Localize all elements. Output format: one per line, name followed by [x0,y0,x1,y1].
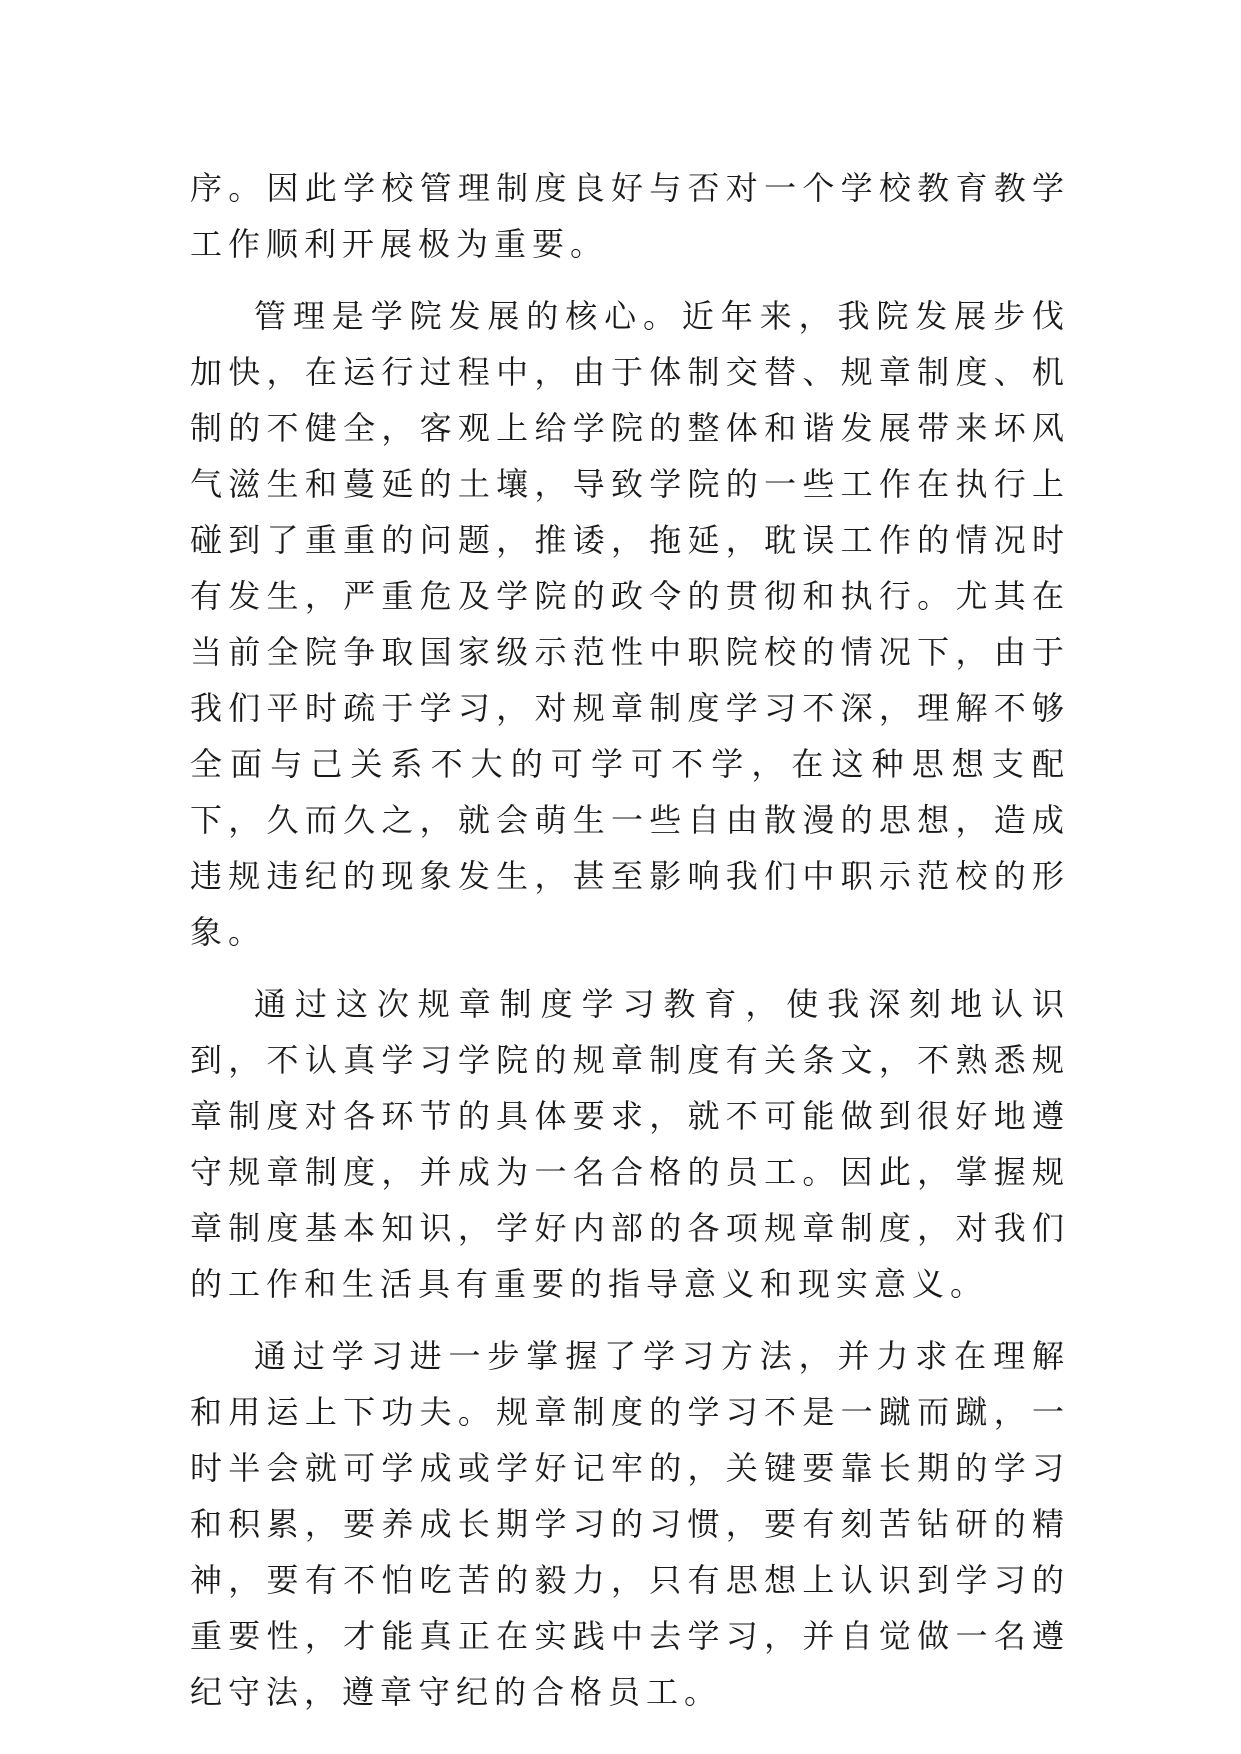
paragraph-rules-education: 通过这次规章制度学习教育，使我深刻地认识到，不认真学习学院的规章制度有关条文，不熟悉规章制度对各环节的具体要求，就不可能做到很好地遵守规章制度，并成为一名合格的员工。因此，掌握规章制度基本知识，学好内部的各项规章制度，对我们的工作和生活具有重要的指导意义和现实意义。 [190,985,1070,1303]
paragraph-management-core: 管理是学院发展的核心。近年来，我院发展步伐加快，在运行过程中，由于体制交替、规章制度、机制的不健全，客观上给学院的整体和谐发展带来坏风气滋生和蔓延的土壤，导致学院的一些工作在执行上碰到了重重的问题，推诿，拖延，耽误工作的情况时有发生，严重危及学院的政令的贯彻和执行。尤其在当前全院争取国家级示范性中职院校的情况下，由于我们平时疏于学习，对规章制度学习不深，理解不够全面与己关系不大的可学可不学，在这种思想支配下，久而久之，就会萌生一些自由散漫的思想，造成违规违纪的现象发生，甚至影响我们中职示范校的形象。 [190,297,1070,951]
paragraph-study-method: 通过学习进一步掌握了学习方法，并力求在理解和用运上下功夫。规章制度的学习不是一蹴而蹴，一时半会就可学成或学好记牢的，关键要靠长期的学习和积累，要养成长期学习的习惯，要有刻苦钻研的精神，要有不怕吃苦的毅力，只有思想上认识到学习的重要性，才能真正在实践中去学习，并自觉做一名遵纪守法，遵章守纪的合格员工。 [190,1337,1070,1711]
paragraph-continuation: 序。因此学校管理制度良好与否对一个学校教育教学工作顺利开展极为重要。 [190,169,1070,263]
document-page [190,160,1070,1736]
